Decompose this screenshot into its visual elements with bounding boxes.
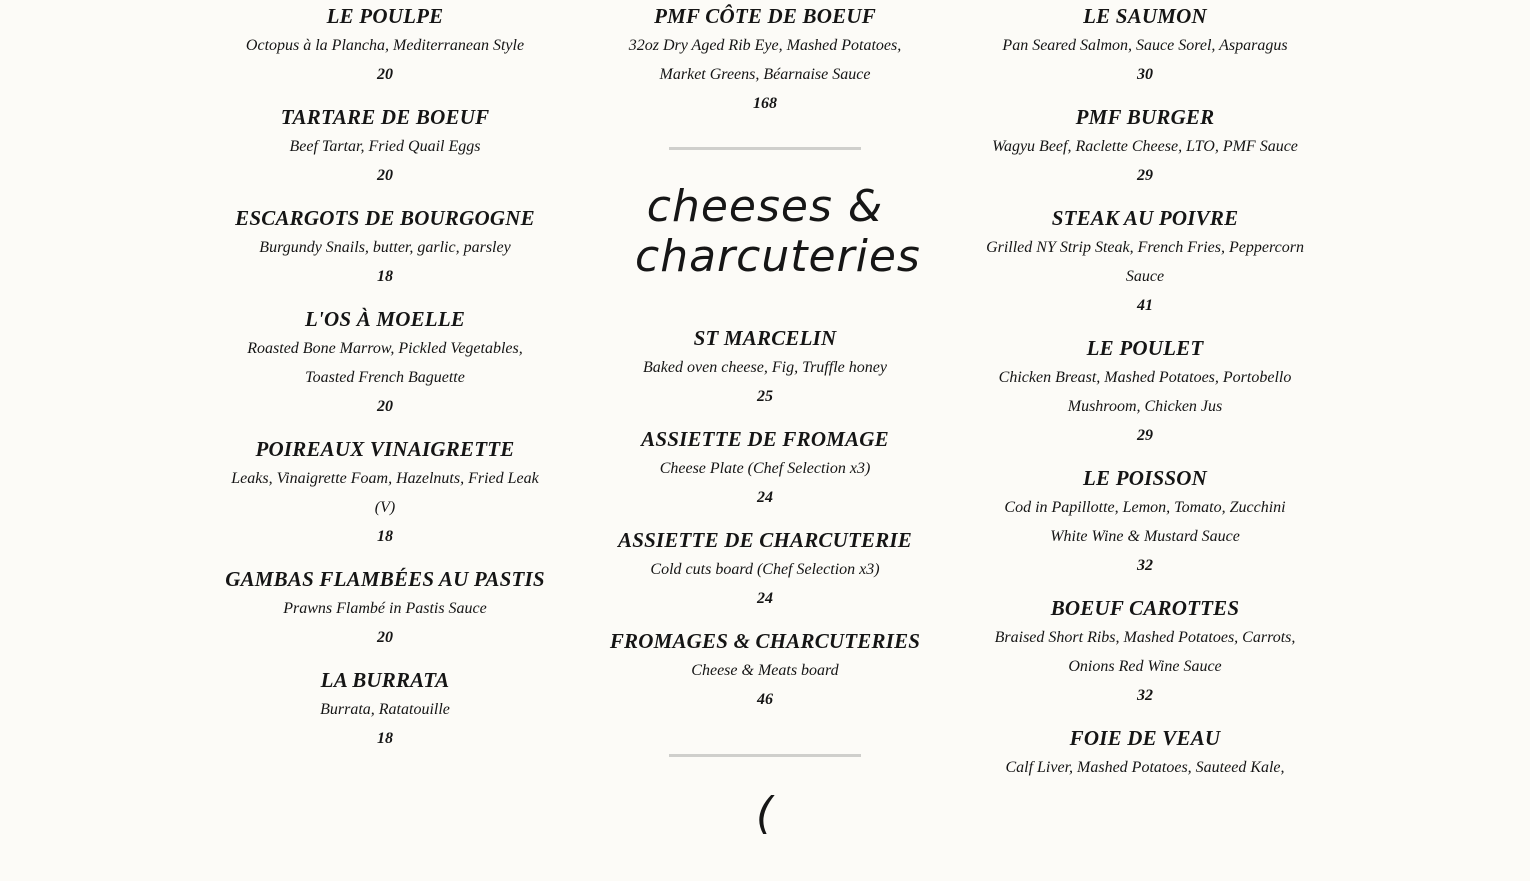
menu-item	[620, 0, 910, 118]
menu-item-price: 30	[1137, 66, 1153, 83]
menu-item-name: PMF BURGER	[1075, 105, 1215, 129]
menu-item-name: LE SAUMON	[1083, 4, 1207, 28]
menu-item-name: ST MARCELIN	[693, 326, 837, 350]
menu-item-description: Chicken Breast, Mashed Potatoes, Portobello Mushroom, Chicken Jus	[998, 369, 1292, 415]
menu-item-price: 32	[1137, 557, 1153, 574]
menu-item	[643, 322, 887, 411]
menu-item-name: POIREAUX VINAIGRETTE	[255, 437, 515, 461]
menu-item-description: Cheese & Meats board	[691, 662, 839, 679]
menu-item	[610, 625, 920, 714]
menu-item-name: LE POISSON	[1083, 466, 1207, 490]
menu-item-name: LA BURRATA	[320, 668, 450, 692]
menu-item-description: Roasted Bone Marrow, Pickled Vegetables, Toasted French Baguette	[247, 340, 523, 386]
menu-item-name: LE POULET	[1086, 336, 1204, 360]
menu-item	[235, 202, 535, 291]
menu-item-price: 25	[756, 388, 773, 405]
menu-item	[1002, 0, 1287, 89]
menu-item	[320, 664, 450, 753]
menu-item-name: FOIE DE VEAU	[1069, 726, 1221, 750]
menu-item-description: Grilled NY Strip Steak, French Fries, Peppercorn Sauce	[986, 239, 1304, 285]
menu-item-name: ASSIETTE DE FROMAGE	[641, 427, 889, 451]
section-title-cheeses-charcuteries: cheeses & charcuteries	[635, 181, 921, 282]
menu-item-description: Cheese Plate (Chef Selection x3)	[659, 460, 871, 477]
menu-item-price: 20	[376, 167, 393, 184]
menu-item-name: STEAK AU POIVRE	[1051, 206, 1239, 230]
menu-item	[240, 303, 530, 421]
menu-item-price: 32	[1137, 687, 1153, 704]
menu-item	[246, 0, 524, 89]
menu-item-price: 24	[757, 489, 773, 506]
menu-item-price: 18	[376, 268, 393, 285]
menu-item-description: Baked oven cheese, Fig, Truffle honey	[643, 359, 887, 376]
right-menu-column	[975, 0, 1315, 794]
menu-item-price: 18	[377, 528, 393, 545]
menu-item-description: Prawns Flambé in Pastis Sauce	[283, 600, 487, 617]
menu-item	[992, 101, 1298, 190]
menu-item-description: Pan Seared Salmon, Sauce Sorel, Asparagus	[1002, 37, 1288, 54]
menu-item-price: 168	[753, 95, 777, 112]
menu-item-name: PMF CÔTE DE BOEUF	[654, 4, 876, 28]
menu-item	[995, 332, 1295, 450]
menu-item-name: ESCARGOTS DE BOURGOGNE	[235, 206, 535, 230]
menu-item	[225, 563, 545, 652]
menu-item-name: FROMAGES & CHARCUTERIES	[609, 629, 921, 653]
section-title-partial: (	[755, 788, 775, 839]
menu-item-description: Wagyu Beef, Raclette Cheese, LTO, PMF Sauce	[992, 138, 1298, 155]
menu-item-description: Octopus à la Plancha, Mediterranean Style	[245, 37, 525, 54]
menu-item-price: 46	[757, 691, 773, 708]
menu-item	[281, 101, 490, 190]
middle-menu-column	[595, 0, 935, 879]
menu-item-description: Calf Liver, Mashed Potatoes, Sauteed Kale,	[1005, 759, 1285, 776]
menu-item-description: Cold cuts board (Chef Selection x3)	[650, 561, 880, 578]
menu-item-description: Beef Tartar, Fried Quail Eggs	[289, 138, 481, 155]
section-divider	[669, 754, 861, 757]
menu-item-price: 20	[376, 66, 393, 83]
menu-item	[225, 433, 545, 551]
menu-item	[985, 202, 1305, 320]
menu-item-price: 41	[1137, 297, 1153, 314]
menu-item-description: 32oz Dry Aged Rib Eye, Mashed Potatoes, Market Greens, Béarnaise Sauce	[628, 37, 902, 83]
menu-item	[641, 423, 889, 512]
menu-item-name: BOEUF CAROTTES	[1050, 596, 1240, 620]
menu-item-price: 20	[377, 398, 393, 415]
menu-item	[1000, 462, 1290, 580]
menu-item-price: 18	[377, 730, 393, 747]
left-menu-column	[215, 0, 555, 765]
menu-item-description: Leaks, Vinaigrette Foam, Hazelnuts, Fried Leak (V)	[231, 470, 539, 516]
menu-item-name: ASSIETTE DE CHARCUTERIE	[617, 528, 913, 552]
menu-item	[1005, 722, 1284, 782]
menu-item-name: TARTARE DE BOEUF	[280, 105, 490, 129]
menu-item-description: Braised Short Ribs, Mashed Potatoes, Carrots, Onions Red Wine Sauce	[994, 629, 1296, 675]
section-divider	[669, 147, 861, 150]
menu-item-description: Burrata, Ratatouille	[320, 701, 450, 718]
menu-item-price: 29	[1136, 167, 1153, 184]
menu-item-description: Burgundy Snails, butter, garlic, parsley	[259, 239, 511, 256]
menu-item-name: GAMBAS FLAMBÉES AU PASTIS	[225, 567, 545, 591]
menu-item	[618, 524, 912, 613]
menu-item-price: 29	[1137, 427, 1153, 444]
menu-item-name: L'OS À MOELLE	[304, 307, 466, 331]
menu-item	[990, 592, 1300, 710]
menu-item-description: Cod in Papillotte, Lemon, Tomato, Zucchini White Wine & Mustard Sauce	[1004, 499, 1286, 545]
menu-item-price: 24	[757, 590, 773, 607]
menu-item-price: 20	[377, 629, 393, 646]
menu-item-name: LE POULPE	[326, 4, 444, 28]
